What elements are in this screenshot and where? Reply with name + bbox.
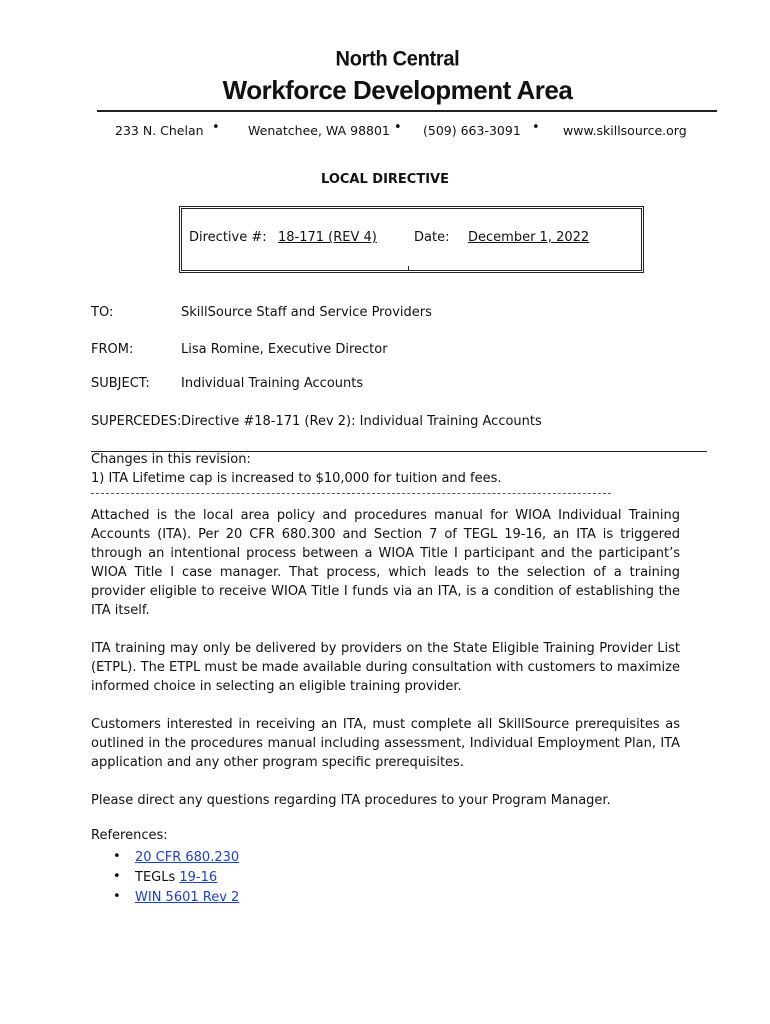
body-paragraph-3: Customers interested in receiving an ITA, must complete all SkillSource prerequisites as outlined in the procedures manual including assessment, Individual Employment Plan, ITA application and any other program specific prerequisites. bbox=[91, 717, 680, 770]
city-text: Wenatchee, WA 98801 bbox=[248, 123, 390, 138]
reference-item bbox=[113, 868, 239, 888]
directive-date-label: Date: bbox=[414, 230, 450, 245]
body-paragraph-2: ITA training may only be delivered by providers on the State Eligible Training Provider List (ETPL). The ETPL must be made available during consultation with customers to maximize informed choice in selecting an eligible training provider. bbox=[91, 641, 680, 694]
bullet-icon: • bbox=[113, 849, 121, 864]
directive-number-label: Directive #: bbox=[189, 230, 267, 245]
body-paragraph-4: Please direct any questions regarding ITA procedures to your Program Manager. bbox=[91, 793, 611, 808]
reference-item bbox=[113, 888, 239, 908]
ref-link-cfr[interactable]: 20 CFR 680.230 bbox=[135, 850, 240, 865]
subject-label: SUBJECT: bbox=[91, 376, 150, 391]
references-heading: References: bbox=[91, 828, 168, 843]
to-label: TO: bbox=[91, 305, 114, 320]
doc-type-heading: LOCAL DIRECTIVE bbox=[321, 172, 449, 187]
directive-date-value: December 1, 2022 bbox=[468, 230, 590, 245]
supercedes-label: SUPERCEDES: bbox=[91, 414, 182, 429]
org-name-line1: North Central bbox=[335, 47, 460, 71]
changes-item: 1) ITA Lifetime cap is increased to $10,000 for tuition and fees. bbox=[91, 471, 502, 486]
website-text: www.skillsource.org bbox=[563, 123, 687, 138]
from-value: Lisa Romine, Executive Director bbox=[181, 342, 388, 357]
org-name-line2: Workforce Development Area bbox=[222, 75, 573, 105]
phone-text: (509) 663-3091 bbox=[423, 123, 521, 138]
references-list bbox=[113, 848, 239, 908]
subject-value: Individual Training Accounts bbox=[181, 376, 364, 391]
supercedes-value: Directive #18-171 (Rev 2): Individual Training Accounts bbox=[181, 414, 542, 429]
from-label: FROM: bbox=[91, 342, 134, 357]
dashed-separator bbox=[91, 493, 611, 494]
ref-link-win[interactable]: WIN 5601 Rev 2 bbox=[135, 890, 240, 905]
separator-dot: • bbox=[394, 120, 402, 135]
reference-item bbox=[113, 848, 239, 868]
body-paragraph-1: Attached is the local area policy and procedures manual for WIOA Individual Training Accounts (ITA). Per 20 CFR 680.300 and Section 7 of TEGL 19-16, an ITA is triggered through an intentional process between a WIOA Title I participant and the participant’s WIOA Title I case manager. That process, which leads to the selection of a training provider eligible to receive WIOA Title I funds via an ITA, is a condition of establishing the ITA itself. bbox=[91, 508, 680, 618]
ref-tegls-prefix: TEGLs bbox=[135, 870, 176, 885]
directive-number-value: 18-171 (REV 4) bbox=[278, 230, 377, 245]
header-rule bbox=[97, 110, 717, 112]
bullet-icon: • bbox=[113, 869, 121, 884]
to-value: SkillSource Staff and Service Providers bbox=[181, 305, 432, 320]
ref-link-tegl[interactable]: 19-16 bbox=[179, 870, 218, 885]
separator-dot: • bbox=[212, 120, 220, 135]
changes-heading: Changes in this revision: bbox=[91, 452, 251, 467]
address-text: 233 N. Chelan bbox=[115, 123, 204, 138]
box-divider bbox=[408, 266, 409, 270]
bullet-icon: • bbox=[113, 889, 121, 904]
separator-dot: • bbox=[532, 120, 540, 135]
